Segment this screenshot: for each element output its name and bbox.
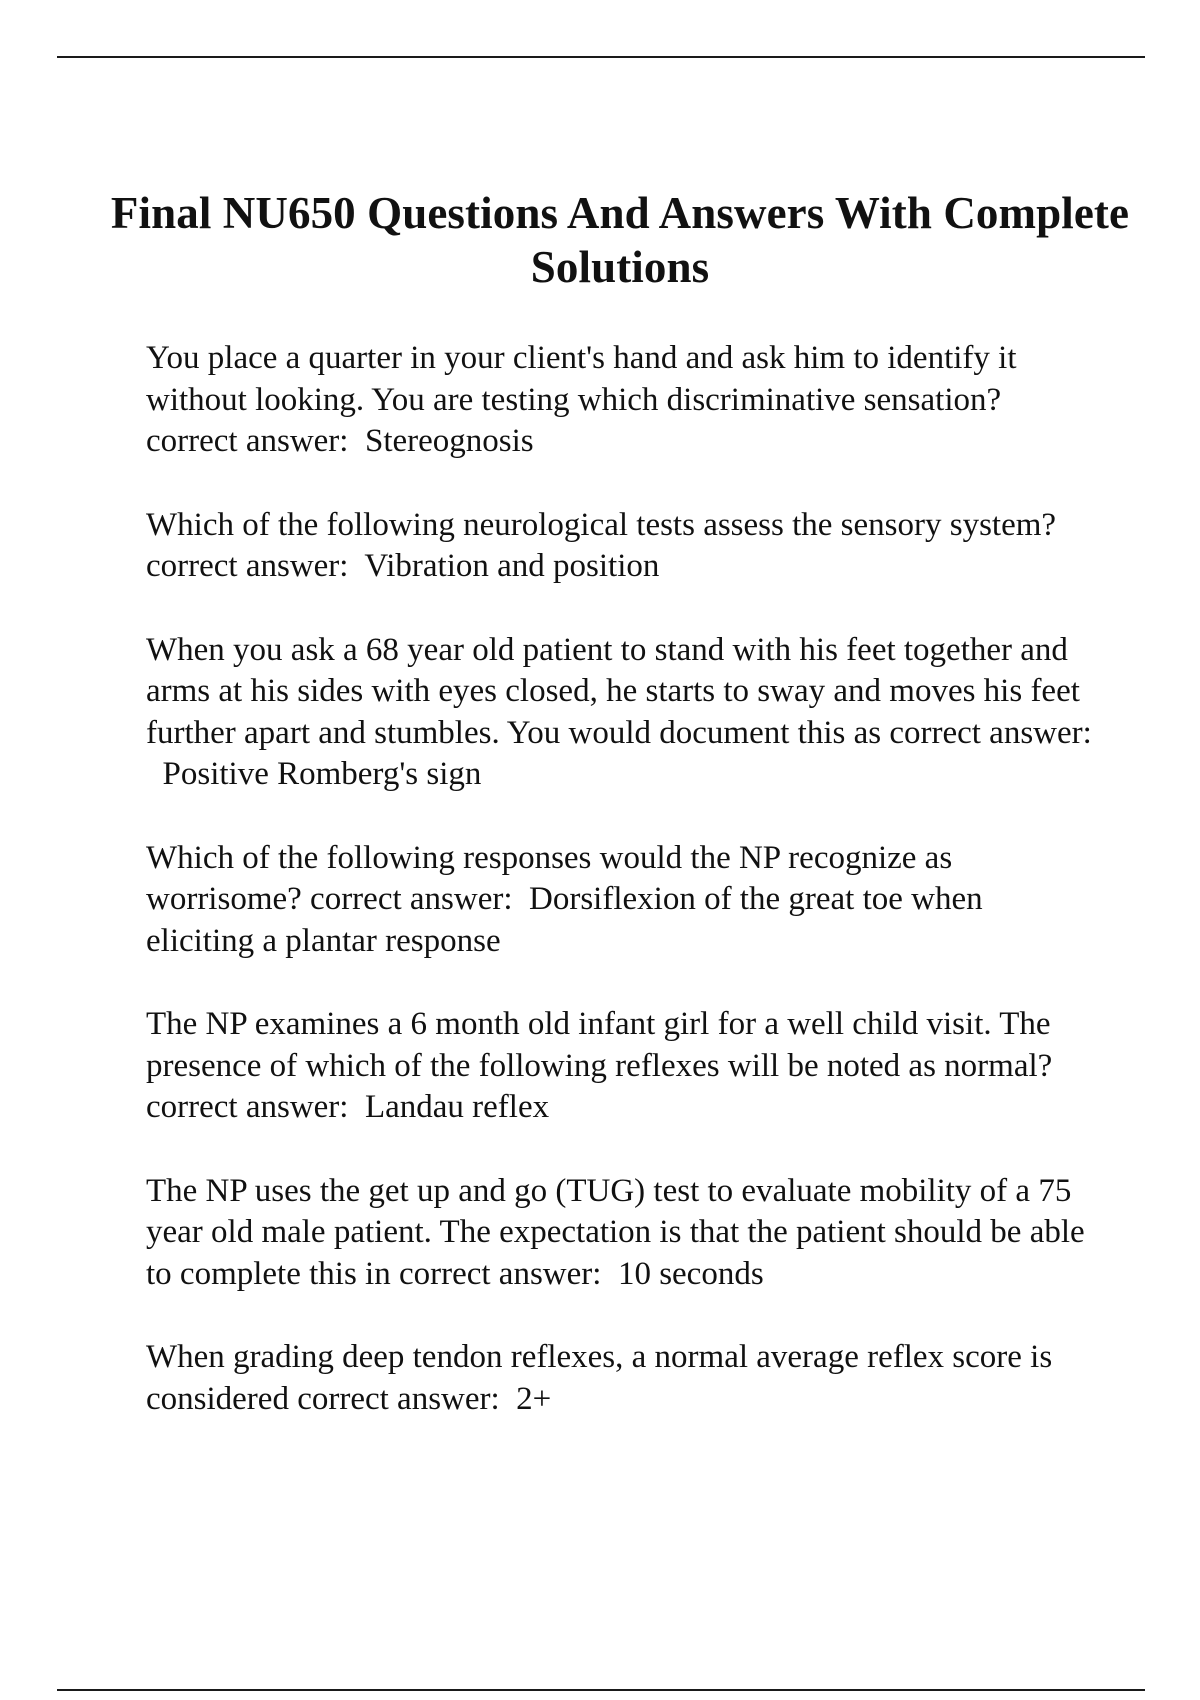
question-text: Which of the following responses would the NP recognize as worrisome? (146, 839, 953, 917)
answer-text: 2+ (516, 1380, 552, 1417)
answer-text: 10 seconds (617, 1255, 764, 1292)
question-text: The NP examines a 6 month old infant girl for a well child visit. The presence of which of the following reflexes will be noted as normal? (146, 1006, 1053, 1084)
bottom-divider (57, 1689, 1145, 1691)
qa-item (146, 505, 1096, 588)
qa-item (146, 630, 1096, 796)
answer-marker: correct answer: (297, 1380, 500, 1417)
question-text: Which of the following neurological tests assess the sensory system? (146, 506, 1057, 543)
answer-marker: correct answer: (146, 1089, 349, 1125)
page-title: Final NU650 Questions And Answers With Complete Solutions (110, 188, 1130, 292)
answer-text: Stereognosis (364, 423, 534, 459)
answer-marker: correct answer: (310, 881, 513, 917)
answer-text: Dorsiflexion of the great toe when eliciting a plantar response (146, 881, 983, 959)
answer-marker: correct answer: (146, 548, 349, 584)
qa-item (146, 338, 1096, 463)
answer-text: Vibration and position (364, 548, 660, 584)
qa-item (146, 1004, 1096, 1129)
top-divider (57, 56, 1145, 58)
answer-marker: correct answer: (146, 423, 349, 459)
qa-item (146, 838, 1096, 963)
qa-item (146, 1171, 1096, 1296)
answer-marker: correct answer: (889, 714, 1092, 751)
question-text: When grading deep tendon reflexes, a normal average reflex score is considered (146, 1339, 1053, 1417)
question-text: You place a quarter in your client's hand and ask him to identify it without looking. You are testing which discriminative sensation? (146, 340, 1017, 418)
question-text: When you ask a 68 year old patient to stand with his feet together and arms at his sides with eyes closed, he starts to sway and moves his feet further apart and stumbles. You would document this as (146, 631, 1080, 751)
qa-list (146, 338, 1096, 1420)
question-text: The NP uses the get up and go (TUG) test to evaluate mobility of a 75 year old male patient. The expectation is that the patient should be able to complete this in (146, 1172, 1085, 1292)
answer-marker: correct answer: (398, 1255, 602, 1292)
answer-text: Positive Romberg's sign (162, 756, 482, 792)
qa-item (146, 1337, 1096, 1420)
answer-text: Landau reflex (364, 1089, 550, 1125)
